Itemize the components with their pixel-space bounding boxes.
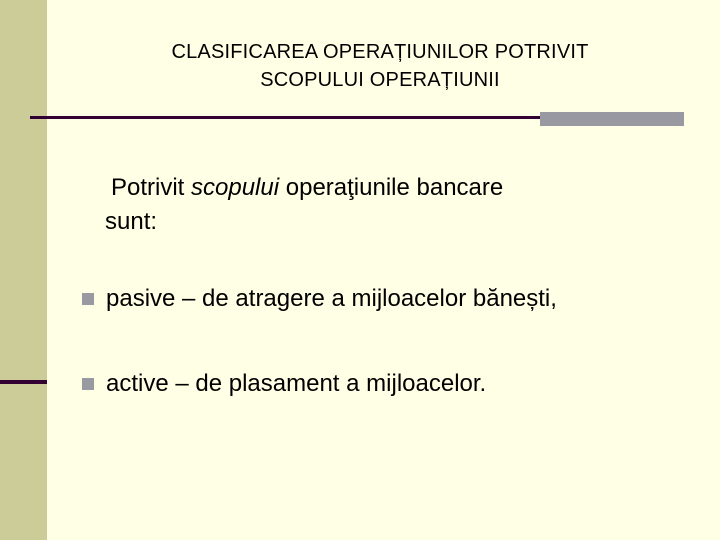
list-item xyxy=(82,282,557,316)
square-bullet-icon xyxy=(82,378,94,390)
slide-title-line-2: SCOPULUI OPERAȚIUNII xyxy=(260,69,500,91)
title-divider xyxy=(30,116,540,119)
bullet-list xyxy=(82,282,557,401)
intro-line-2: sunt: xyxy=(105,208,158,235)
intro-paragraph xyxy=(105,171,685,239)
bullet-text: pasive – de atragere a mijloacelor bănești, xyxy=(106,285,557,312)
square-bullet-icon xyxy=(82,293,94,305)
slide-title xyxy=(60,38,700,94)
list-item xyxy=(82,367,557,401)
left-side-bar xyxy=(0,0,47,540)
intro-rest: operaţiunile bancare xyxy=(279,174,504,201)
side-bar-rule xyxy=(0,380,47,384)
slide-title-line-1: CLASIFICAREA OPERAȚIUNILOR POTRIVIT xyxy=(171,41,589,63)
bullet-text: active – de plasament a mijloacelor. xyxy=(106,370,487,397)
intro-lead: Potrivit xyxy=(111,174,192,201)
title-divider-accent xyxy=(540,112,684,126)
intro-emphasis: scopului xyxy=(191,174,280,201)
